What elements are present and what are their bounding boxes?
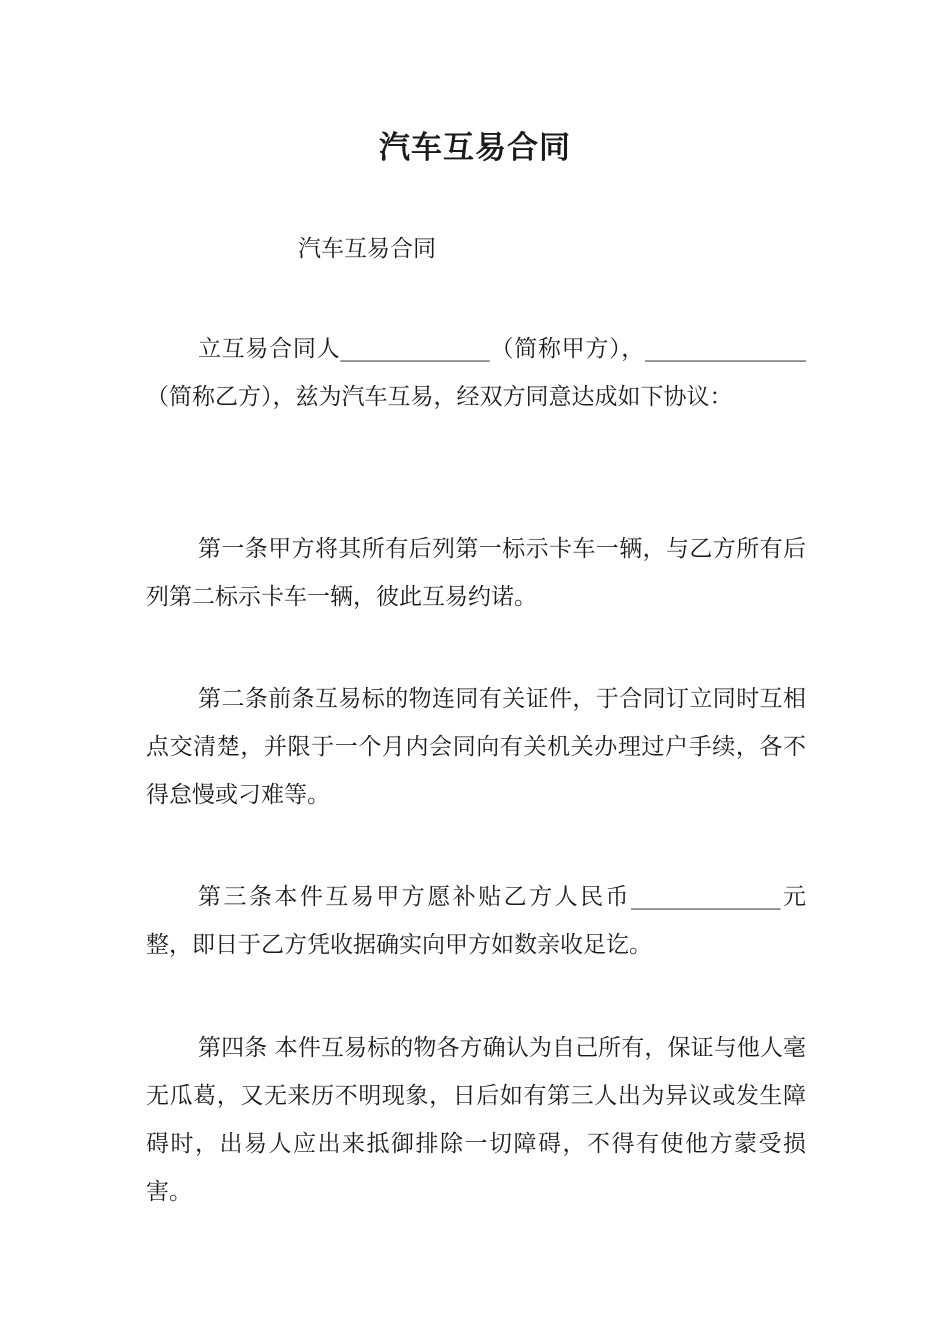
document-title: 汽车互易合同 (379, 130, 571, 166)
paragraph-article-2: 第二条前条互易标的物连同有关证件，于合同订立同时互相点交清楚，并限于一个月内会同向有关机关办理过户手续，各不得怠慢或刁难等。 (146, 686, 806, 808)
paragraph-article-1: 第一条甲方将其所有后列第一标示卡车一辆，与乙方所有后列第二标示卡车一辆，彼此互易约诺。 (146, 536, 806, 610)
paragraph-article-4: 第四条 本件互易标的物各方确认为自己所有，保证与他人毫无瓜葛，又无来历不明现象，日后如有第三人出为异议或发生障碍时，出易人应出来抵御排除一切障碍，不得有使他方蒙受损害。 (146, 1035, 806, 1205)
document-subtitle: 汽车互易合同 (298, 236, 436, 262)
paragraph-article-3: 第三条本件互易甲方愿补贴乙方人民币_____________元整，即日于乙方凭收据确实向甲方如数亲收足讫。 (146, 884, 806, 958)
paragraph-intro: 立互易合同人_____________（简称甲方），______________（简称乙方），兹为汽车互易，经双方同意达成如下协议： (146, 336, 806, 410)
